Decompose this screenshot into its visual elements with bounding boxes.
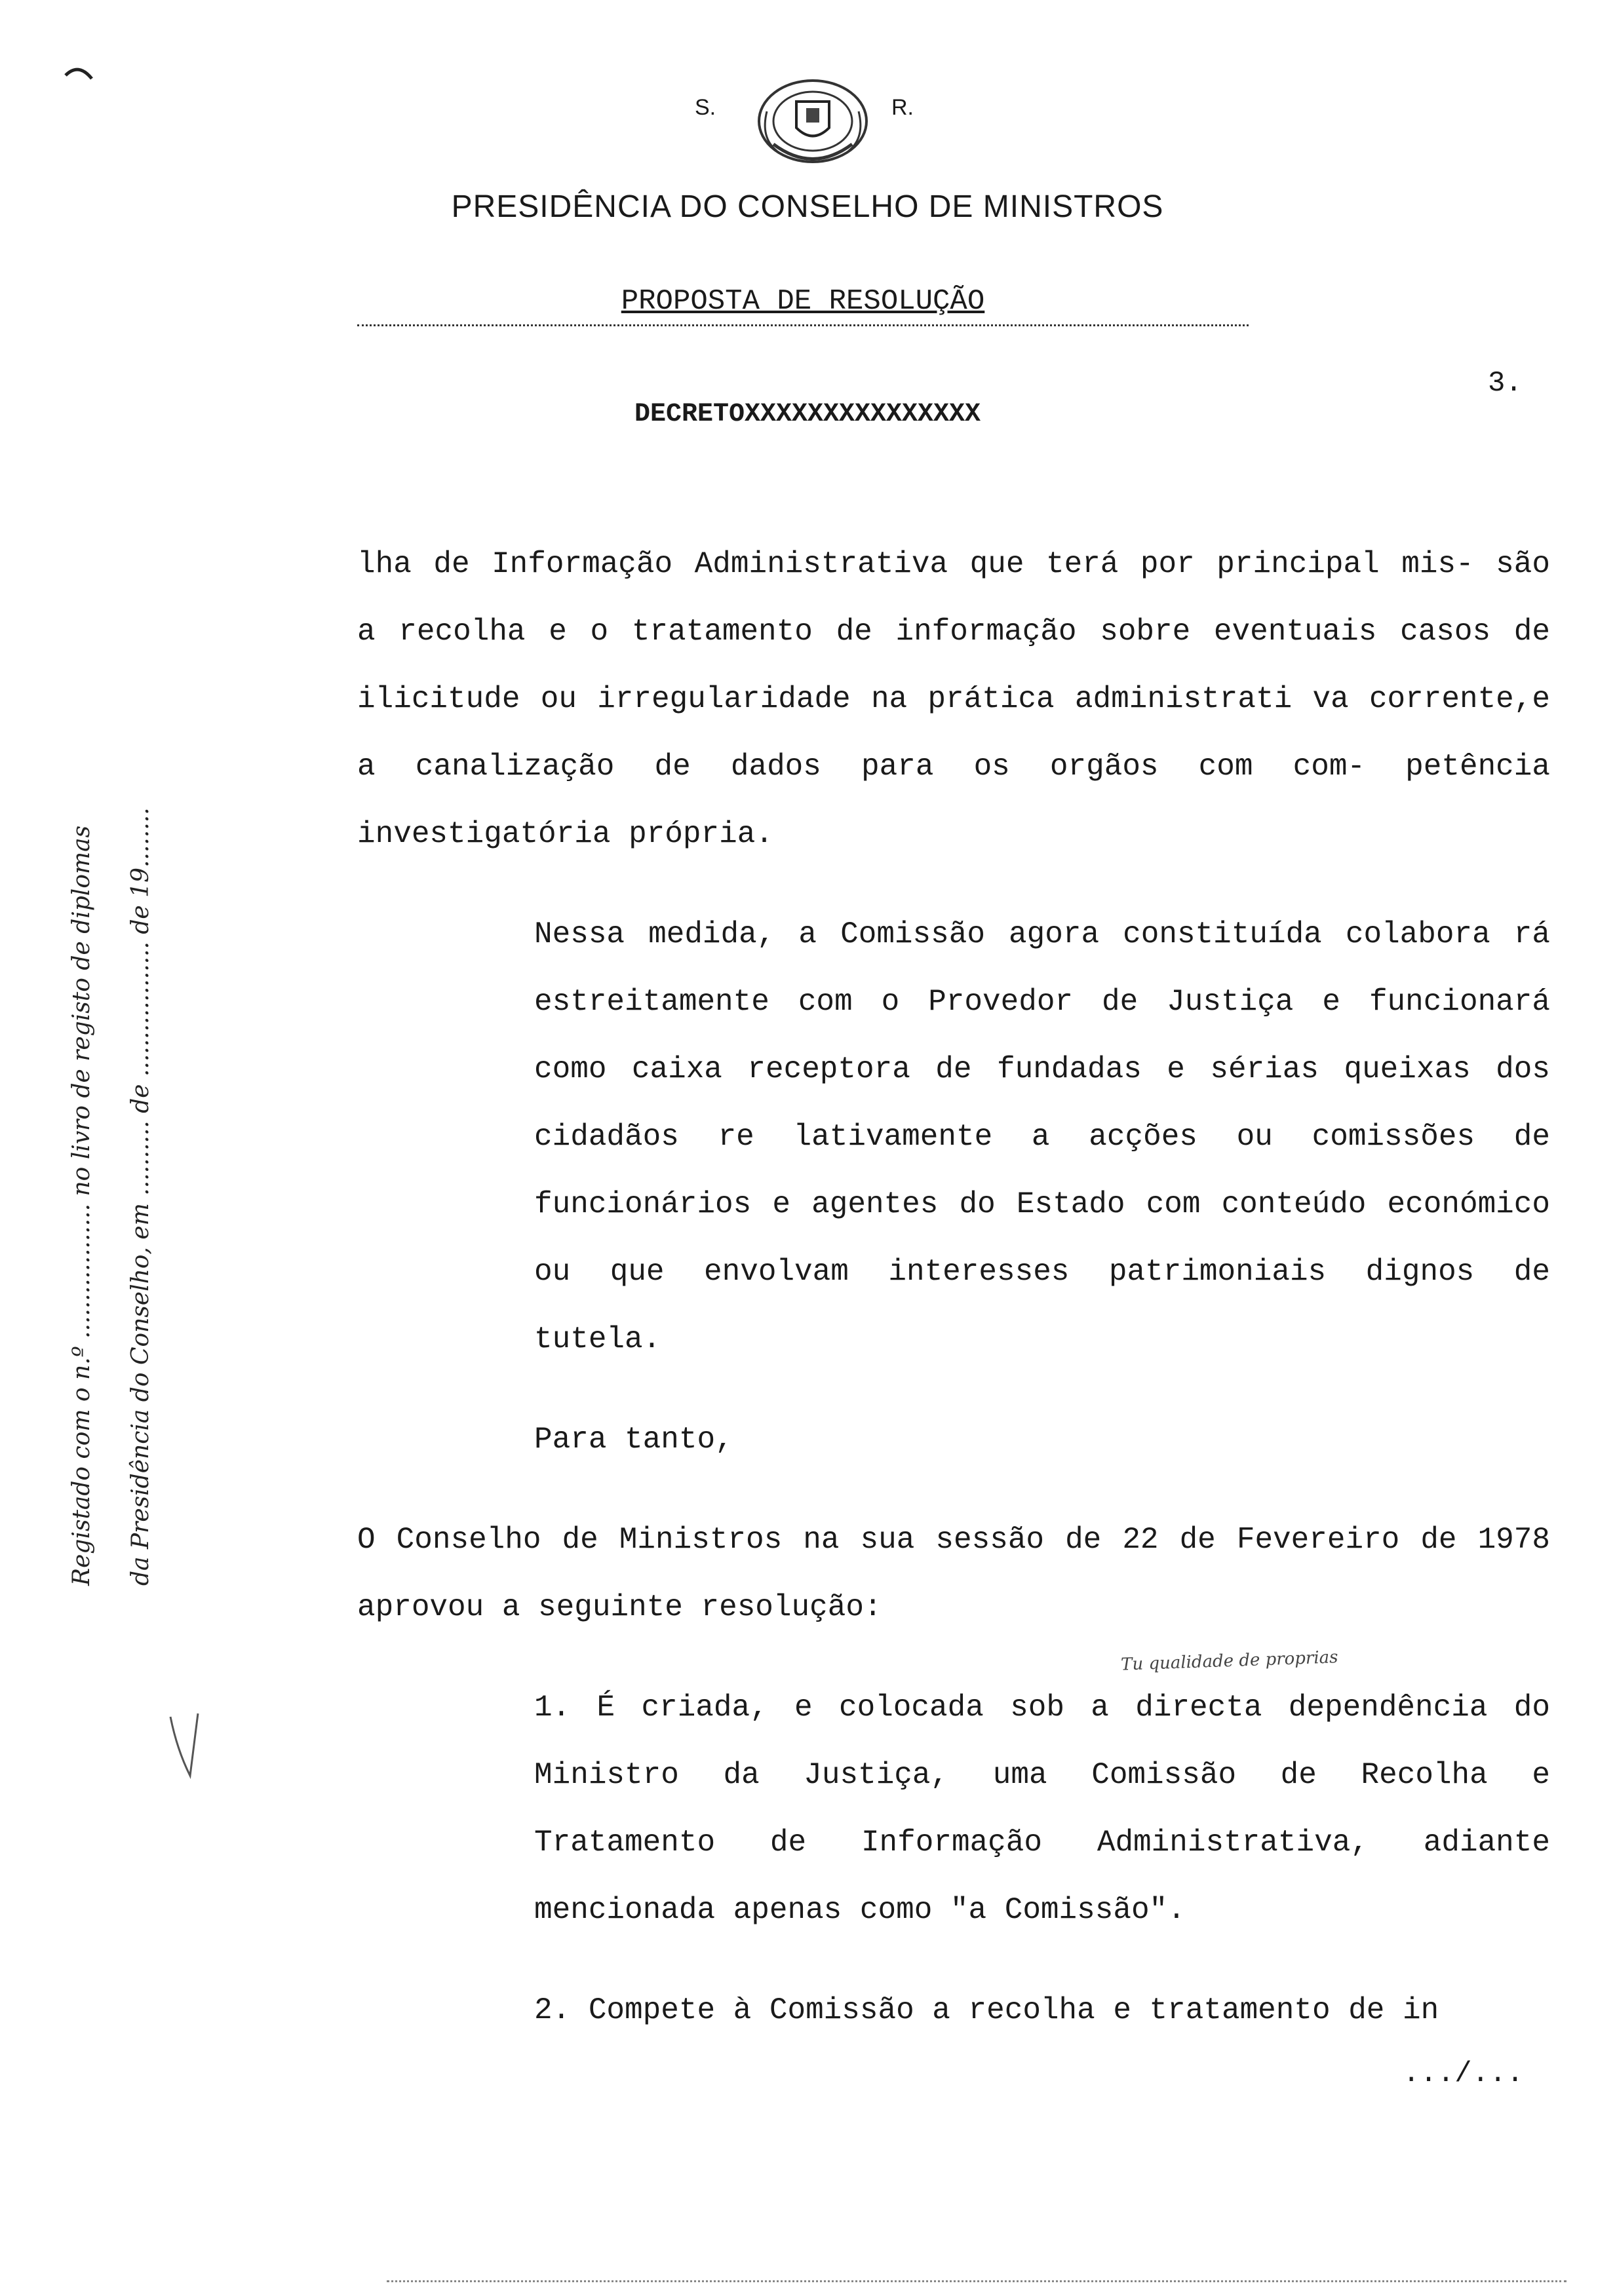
organization-title: PRESIDÊNCIA DO CONSELHO DE MINISTROS [451, 189, 1164, 224]
body-text [357, 531, 1550, 2044]
paragraph-intro: lha de Informação Administrativa que terá por principal mis- são a recolha e o tratamento de informação sobre eventuais casos de ilicitude ou irregularidade na prática administrati va corrente,e a canalização de dados para os orgãos com com- petência investigatória própria. [357, 547, 1550, 851]
crest-right-letter: R. [891, 95, 914, 120]
margin-stamp-line-1: Registado com o n.º .................. no livro de registo de diplomas [68, 825, 95, 1586]
continuation-mark: .../... [1403, 2057, 1524, 2090]
handwritten-annotation: Tu qualidade de proprias [1120, 1647, 1339, 1675]
paragraph-council: O Conselho de Ministros na sua sessão de 22 de Fevereiro de 1978 aprovou a seguinte resolução: [357, 1523, 1550, 1624]
crest-header [682, 66, 957, 177]
paragraph-measure: Nessa medida, a Comissão agora constituída colabora rá estreitamente com o Provedor de Justiça e funcionará como caixa receptora de fundadas e sérias queixas dos cidadãos re lativamente a acções ou comissões de funcionários e agentes do Estado com conteúdo económico ou que envolvam interesses patrimoniais dignos de tutela. [534, 917, 1550, 1356]
page-number: 3. [1488, 367, 1523, 400]
corner-mark-icon [62, 59, 102, 85]
document-type-line [357, 285, 1249, 326]
margin-stamp-line-2: da Presidência do Conselho, em .......... de .................. de 19........ [127, 807, 154, 1586]
pencil-check-mark-icon [164, 1710, 203, 1782]
struck-out-heading: DECRETOXXXXXXXXXXXXXXX [634, 400, 981, 429]
document-type: PROPOSTA DE RESOLUÇÃO [621, 285, 985, 318]
crest-left-letter: S. [695, 95, 716, 120]
scan-noise-line [387, 2280, 1566, 2287]
registration-margin-stamp [52, 655, 184, 1586]
paragraph-article-1: 1. É criada, e colocada sob a directa dependência do Ministro da Justiça, uma Comissão de Recolha e Tratamento de Informação Administrativa, adiante mencionada apenas como "a Comissão". [534, 1691, 1550, 1927]
coat-of-arms-icon [747, 66, 878, 177]
paragraph-article-2: 2. Compete à Comissão a recolha e tratamento de in [534, 1993, 1439, 2027]
paragraph-para-tanto: Para tanto, [534, 1423, 733, 1457]
